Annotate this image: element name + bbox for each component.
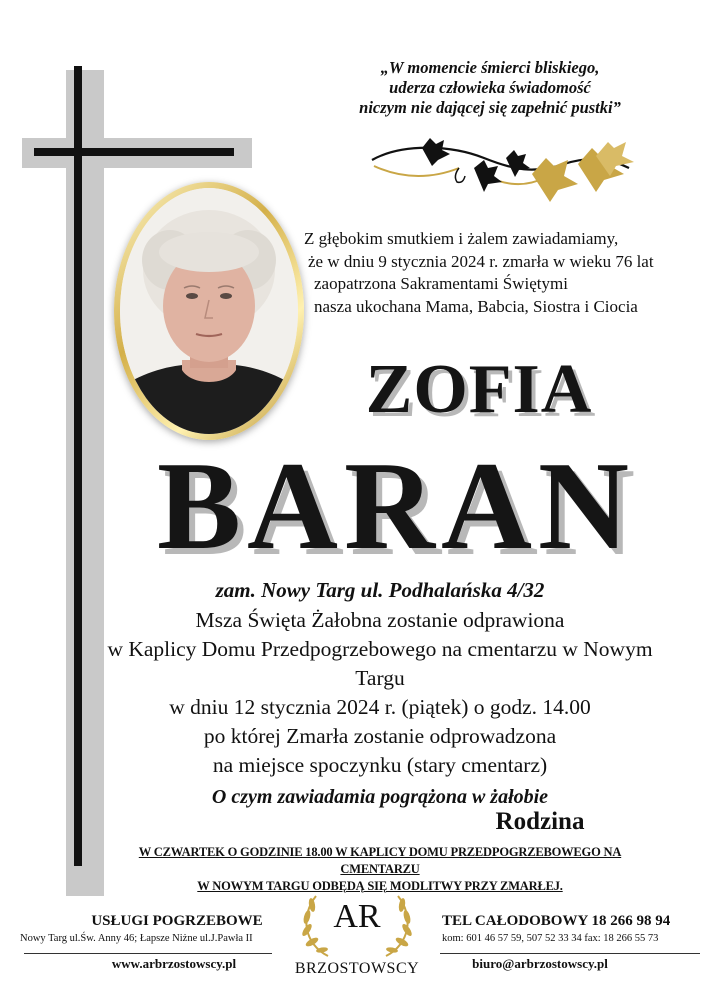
footer-divider-left — [24, 953, 272, 954]
cross-vertical-beam — [74, 66, 82, 866]
intro-line: że w dniu 9 stycznia 2024 r. zmarła w wieku 76 lat — [308, 251, 654, 271]
funeral-mass-details — [100, 606, 660, 780]
announcement-intro — [304, 228, 684, 318]
funeral-services-title: USŁUGI POGRZEBOWE — [91, 913, 263, 929]
quote-line: niczym nie dającej się zapełnić pustki” — [359, 98, 621, 117]
portrait-frame — [114, 182, 304, 440]
mass-line: w Kaplicy Domu Przedpogrzebowego na cmentarzu w Nowym Targu — [107, 637, 653, 690]
mass-line: po której Zmarła zostanie odprowadzona — [203, 724, 557, 748]
mass-line: Msza Święta Żałobna zostanie odprawiona — [195, 608, 565, 632]
cross-horizontal-beam — [34, 148, 234, 156]
mourners-text: O czym zawiadamia pogrążona w żałobie — [211, 786, 549, 808]
brzostowscy-logo — [276, 886, 438, 986]
cross-shadow-vertical — [66, 70, 104, 896]
portrait-figure-icon — [120, 188, 298, 434]
mass-line: na miejsce spoczynku (stary cmentarz) — [212, 753, 548, 777]
notice-line: W NOWYM TARGU ODBĘDĄ SIĘ MODLITWY PRZY ZMARŁEJ. — [197, 879, 563, 893]
intro-line: Z głębokim smutkiem i żalem zawiadamiamy, — [304, 229, 619, 248]
mass-line: w dniu 12 stycznia 2024 r. (piątek) o godz. 14.00 — [169, 695, 591, 719]
website-link[interactable]: www.arbrzostowscy.pl — [111, 956, 237, 971]
quote-line: uderza człowieka świadomość — [389, 78, 591, 97]
footer-divider-right — [440, 953, 700, 954]
quote — [300, 58, 680, 118]
quote-line: „W momencie śmierci bliskiego, — [380, 58, 600, 77]
vine-leaves-ornament-icon — [364, 128, 644, 208]
logo-letters: AR — [333, 898, 381, 935]
phone-numbers: kom: 601 46 57 59, 507 52 33 34 fax: 18 266 55 73 — [442, 933, 659, 944]
portrait-photo — [120, 188, 298, 434]
intro-line: nasza ukochana Mama, Babcia, Siostra i Ciocia — [314, 296, 638, 316]
deceased-address: zam. Nowy Targ ul. Podhalańska 4/32 — [215, 578, 545, 602]
funeral-services-address: Nowy Targ ul.Św. Anny 46; Łapsze Niżne ul.J.Pawła II — [20, 933, 253, 944]
deceased-first-name: ZOFIA — [365, 351, 593, 428]
family-signature: Rodzina — [495, 808, 585, 835]
email-link[interactable]: biuro@arbrzostowscy.pl — [472, 956, 608, 971]
logo-company-name: BRZOSTOWSCY — [294, 960, 420, 977]
phone-24h: TEL CAŁODOBOWY 18 266 98 94 — [442, 913, 671, 929]
deceased-surname: BARAN — [156, 437, 635, 576]
intro-line: zaopatrzona Sakramentami Świętymi — [314, 274, 568, 293]
notice-line: W CZWARTEK O GODZINIE 18.00 W KAPLICY DOMU PRZEDPOGRZEBOWEGO NA CMENTARZU — [138, 845, 622, 876]
